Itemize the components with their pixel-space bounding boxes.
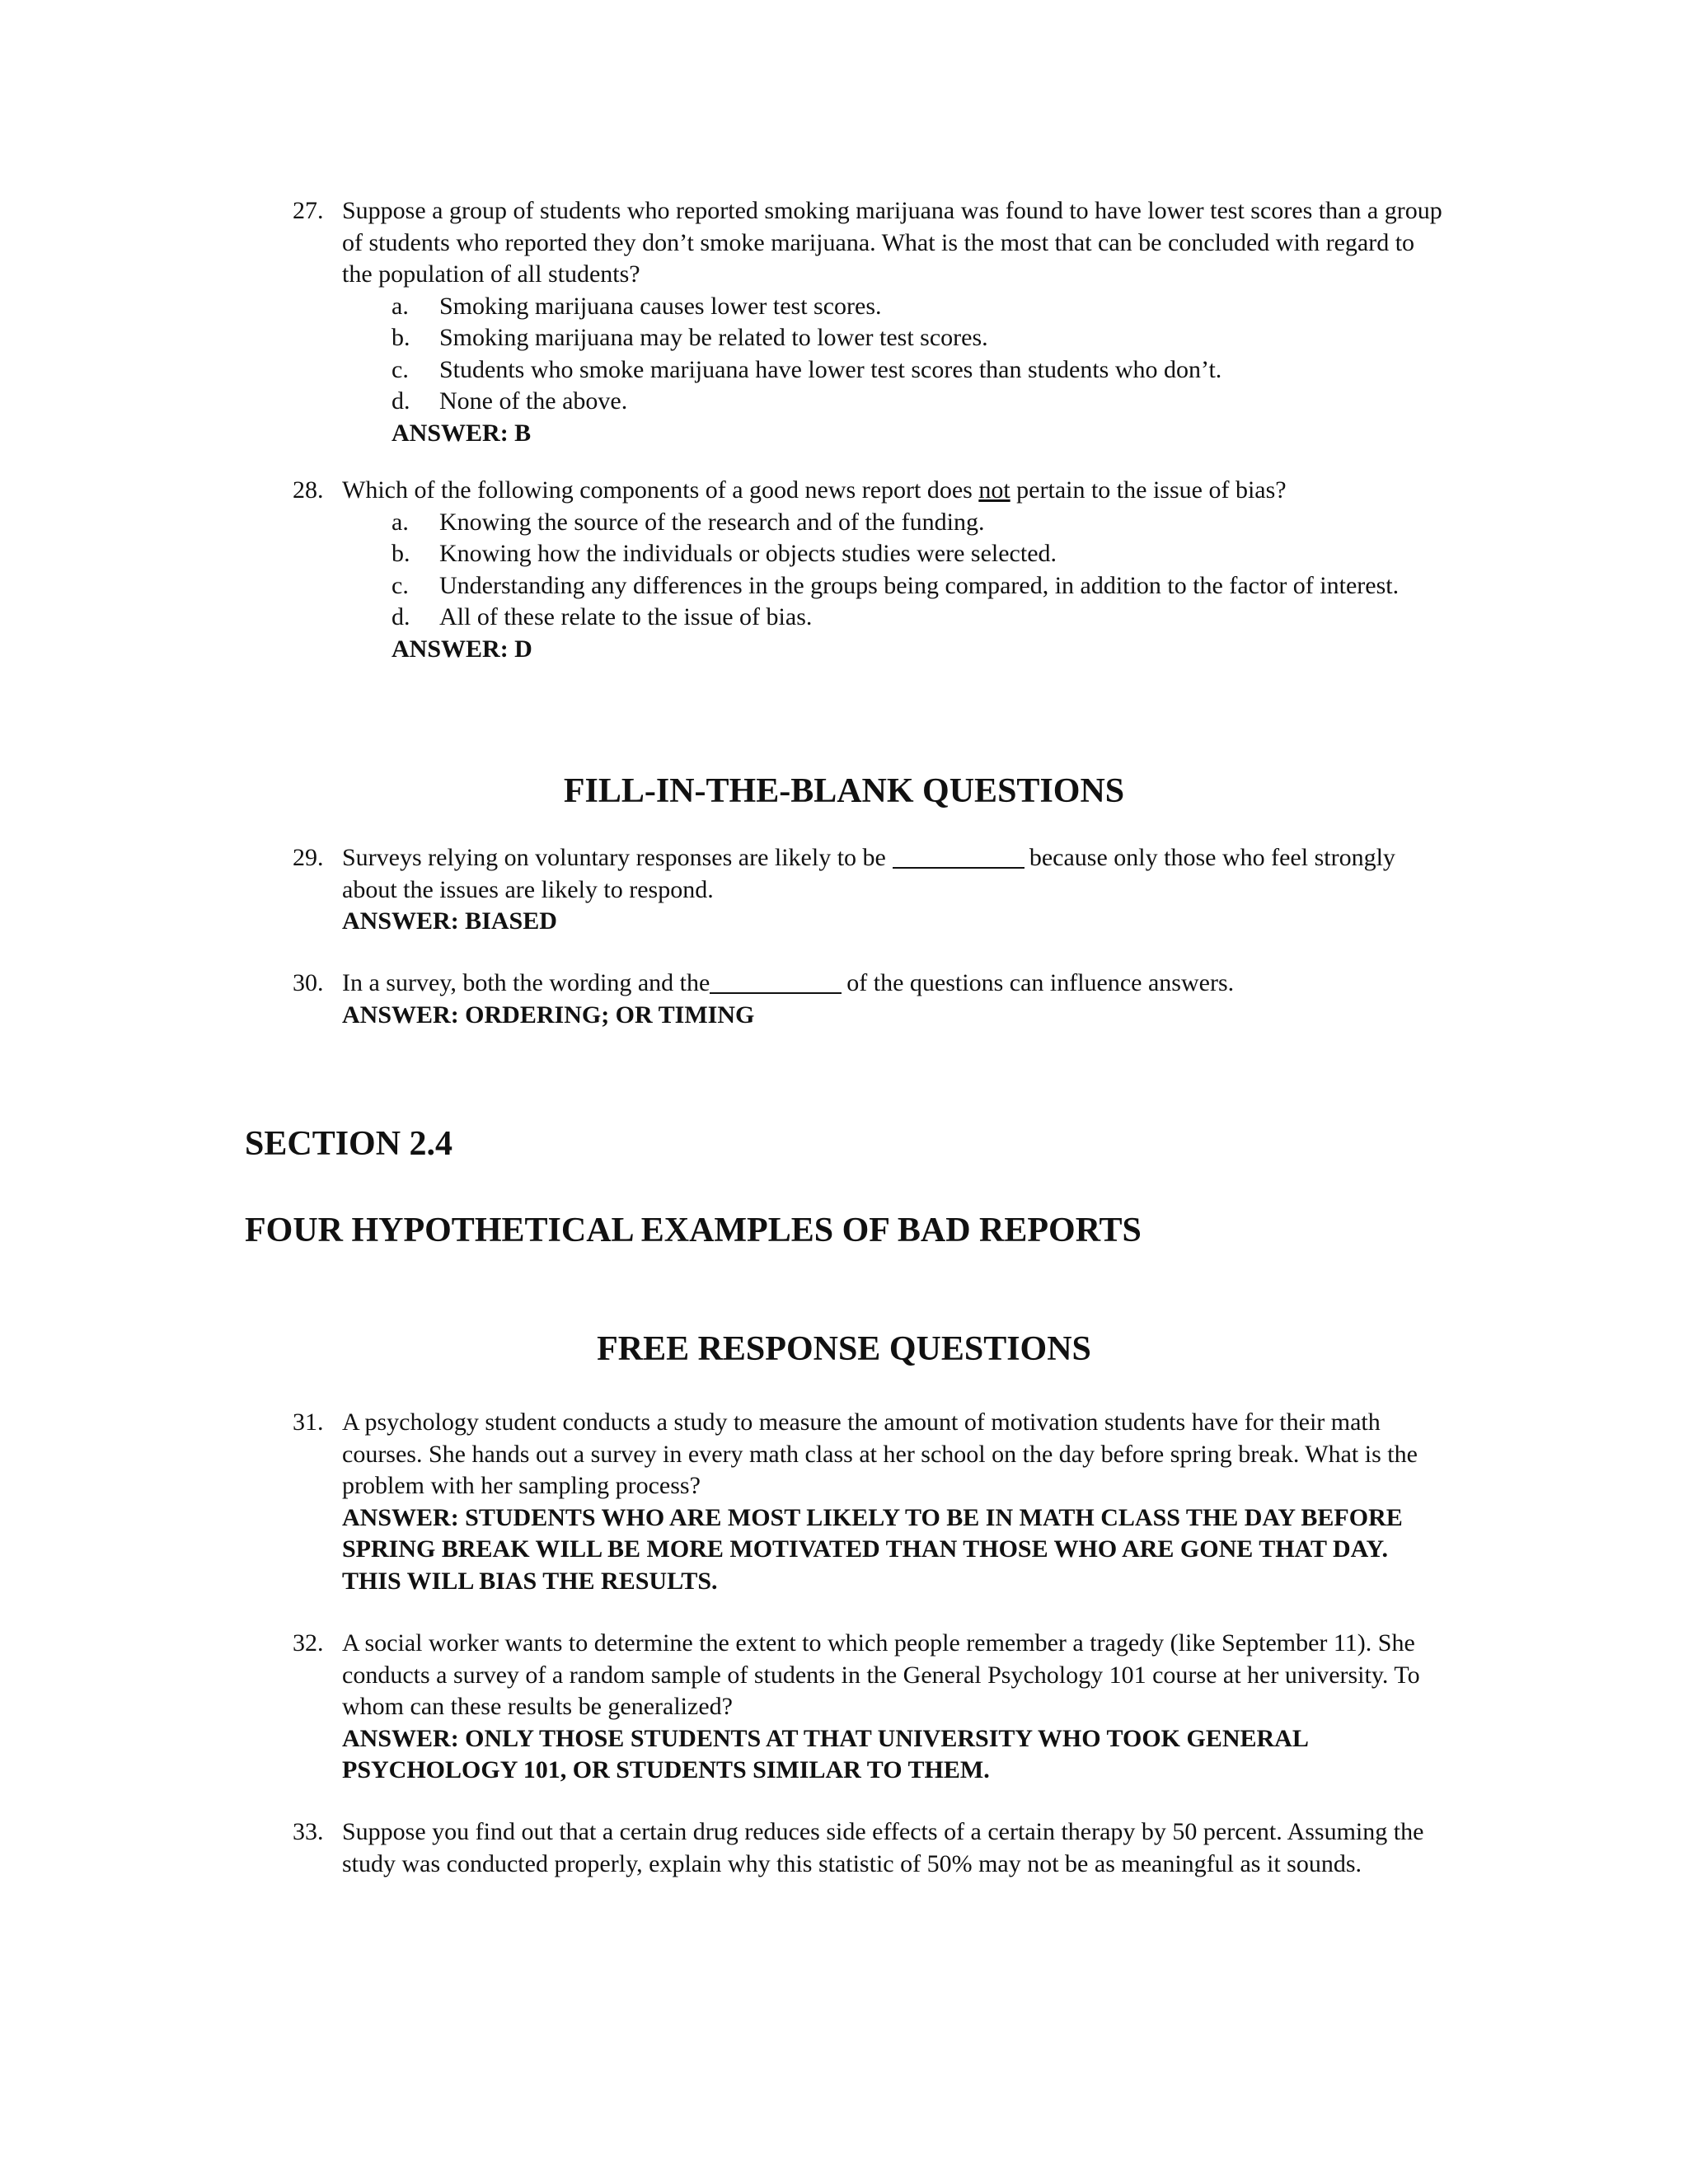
question-33 — [293, 1816, 1447, 1880]
question-number: 31. — [293, 1408, 324, 1436]
option-letter: c. — [392, 571, 409, 599]
option-d — [392, 602, 1447, 634]
option-list — [293, 291, 1447, 418]
option-letter: b. — [392, 324, 410, 351]
question-text: Suppose a group of students who reported smoking marijuana was found to have lower test scores than a group of students who reported they don’t smoke marijuana. What is the most that can be concluded with regard to the population of all students? — [342, 197, 1442, 288]
answer: ANSWER: ONLY THOSE STUDENTS AT THAT UNIVERSITY WHO TOOK GENERAL PSYCHOLOGY 101, OR STUDENTS SIMILAR TO THEM. — [342, 1724, 1308, 1783]
answer: ANSWER: STUDENTS WHO ARE MOST LIKELY TO BE IN MATH CLASS THE DAY BEFORE SPRING BREAK WILL BE MORE MOTIVATED THAN THOSE WHO ARE GONE THAT DAY. THIS WILL BIAS THE RESULTS. — [342, 1503, 1403, 1595]
question-text: A social worker wants to determine the extent to which people remember a tragedy (like September 11). She conducts a survey of a random sample of students in the General Psychology 101 course at her university. To whom can these results be generalized? — [342, 1629, 1420, 1720]
question-text-start: Which of the following components of a good news report does — [342, 476, 979, 504]
section-title: SECTION 2.4 — [245, 1125, 453, 1163]
free-response-heading: FREE RESPONSE QUESTIONS — [597, 1330, 1091, 1368]
option-text: None of the above. — [439, 387, 628, 415]
question-number: 33. — [293, 1818, 324, 1845]
option-text: Smoking marijuana may be related to lower test scores. — [439, 324, 988, 351]
question-number: 28. — [293, 476, 324, 504]
question-29 — [293, 842, 1447, 938]
question-number: 29. — [293, 844, 324, 871]
option-letter: a. — [392, 508, 409, 536]
option-d — [392, 386, 1447, 418]
option-letter: b. — [392, 540, 410, 567]
answer: ANSWER: D — [392, 635, 532, 663]
answer: ANSWER: ORDERING; OR TIMING — [342, 1001, 755, 1029]
question-number: 30. — [293, 969, 324, 996]
underlined-word: not — [978, 476, 1010, 504]
question-text-end: pertain to the issue of bias? — [1010, 476, 1287, 504]
fill-in-heading: FILL-IN-THE-BLANK QUESTIONS — [563, 772, 1125, 810]
question-text-start: In a survey, both the wording and the — [342, 969, 710, 996]
option-a — [392, 291, 1447, 323]
option-text: Understanding any differences in the groups being compared, in addition to the factor of interest. — [439, 571, 1400, 599]
question-32 — [293, 1628, 1447, 1787]
question-number: 27. — [293, 197, 324, 224]
question-31 — [293, 1407, 1447, 1597]
option-letter: a. — [392, 292, 409, 320]
question-text — [342, 842, 1447, 906]
answer-blank — [893, 844, 1025, 869]
question-text: Suppose you find out that a certain drug reduces side effects of a certain therapy by 50 percent. Assuming the study was conducted properly, explain why this statistic of 50% may not be as meaningful as it sounds. — [342, 1818, 1424, 1877]
question-text — [342, 475, 1447, 507]
option-c — [392, 354, 1447, 387]
option-b — [392, 322, 1447, 354]
question-27 — [293, 195, 1447, 449]
question-text-end: because only those who feel strongly about the issues are likely to respond. — [342, 844, 1395, 903]
question-number: 32. — [293, 1629, 324, 1657]
question-text: A psychology student conducts a study to measure the amount of motivation students have for their math courses. She hands out a survey in every math class at her school on the day before spring break. What is the problem with her sampling process? — [342, 1408, 1418, 1499]
answer-blank — [710, 969, 842, 994]
option-letter: d. — [392, 603, 410, 630]
option-a — [392, 507, 1447, 539]
option-c — [392, 570, 1447, 602]
option-text: Knowing how the individuals or objects studies were selected. — [439, 540, 1057, 567]
question-30 — [293, 968, 1447, 1031]
answer: ANSWER: B — [392, 419, 532, 447]
question-text — [342, 968, 1447, 1000]
option-letter: c. — [392, 355, 409, 383]
option-text: Knowing the source of the research and of the funding. — [439, 508, 985, 536]
option-list — [293, 507, 1447, 634]
answer: ANSWER: BIASED — [342, 907, 557, 935]
section-subtitle: FOUR HYPOTHETICAL EXAMPLES OF BAD REPORTS — [245, 1212, 1142, 1249]
question-28 — [293, 475, 1447, 665]
question-text-start: Surveys relying on voluntary responses are likely to be — [342, 844, 886, 871]
option-text: All of these relate to the issue of bias. — [439, 603, 813, 630]
option-letter: d. — [392, 387, 410, 415]
option-text: Students who smoke marijuana have lower test scores than students who don’t. — [439, 355, 1222, 383]
option-text: Smoking marijuana causes lower test scores. — [439, 292, 882, 320]
question-text-end: of the questions can influence answers. — [846, 969, 1235, 996]
option-b — [392, 538, 1447, 570]
